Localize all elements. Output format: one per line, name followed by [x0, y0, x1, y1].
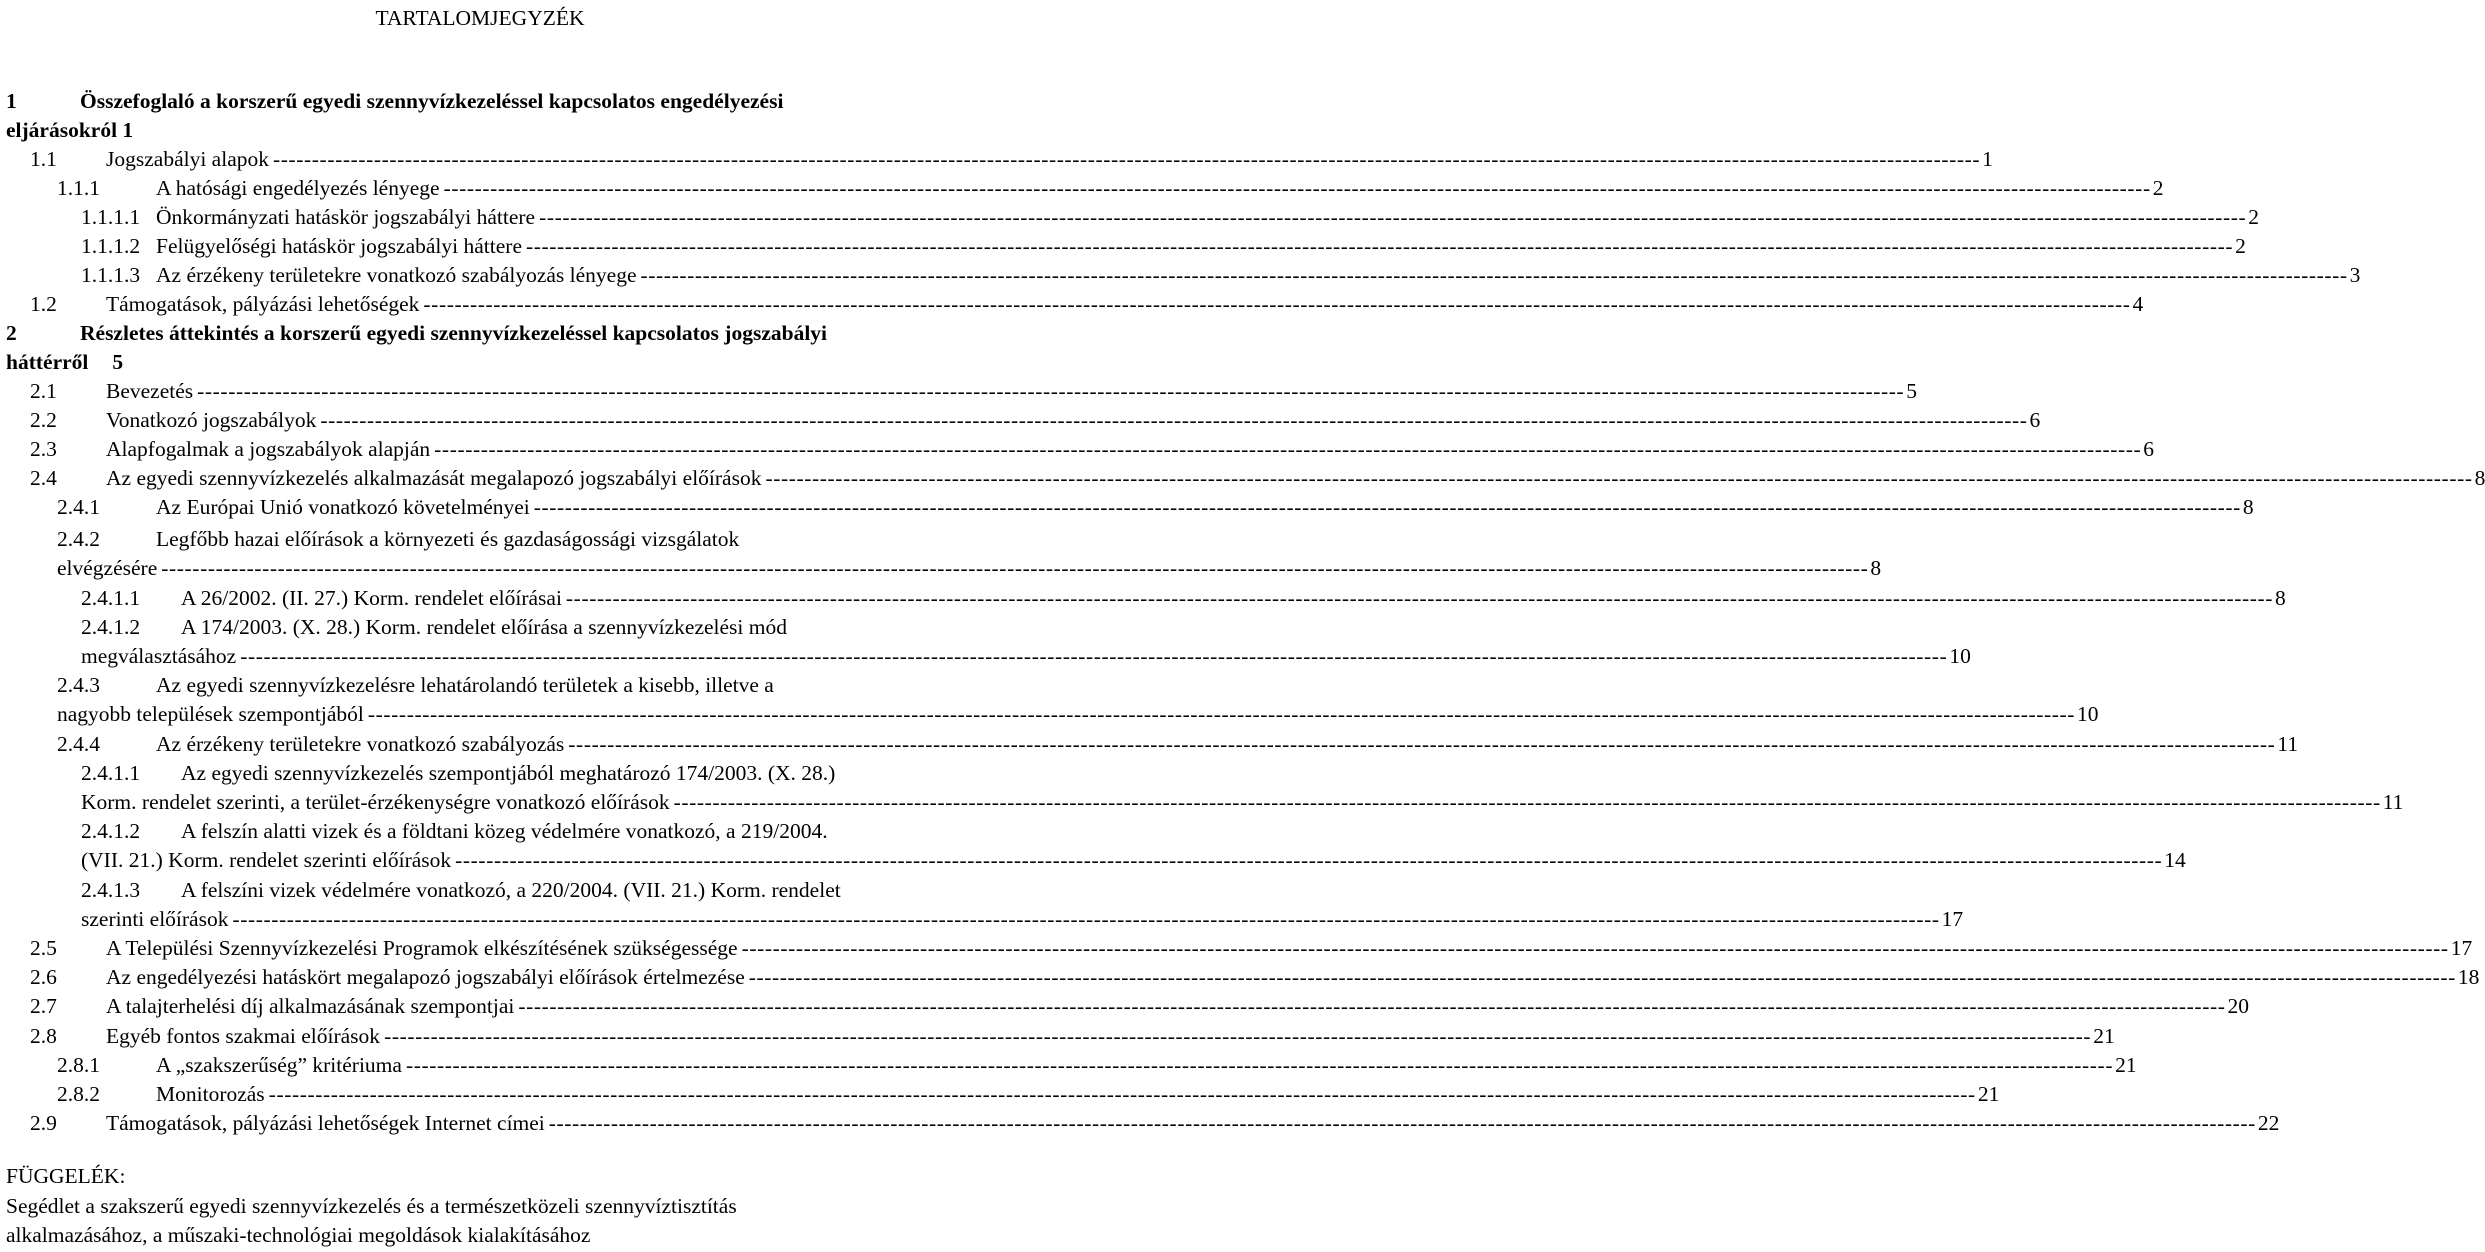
dot-leader: ----------------------------------------------------------------------------------------------------------------------------------------------------------------------------------------------------------------------------: [273, 147, 1981, 171]
toc-number: 2.7: [30, 994, 57, 1018]
toc-entry[interactable]: [106, 464, 2485, 493]
toc-entry-title: A 26/2002. (II. 27.) Korm. rendelet előírásai: [181, 586, 562, 610]
toc-number: 1.1.1.3: [81, 263, 141, 287]
toc-entry-title: Az érzékeny területekre vonatkozó szabályozás lényege: [156, 263, 637, 287]
toc-entry[interactable]: [106, 1109, 2280, 1138]
toc-page-number: 22: [2257, 1111, 2280, 1135]
toc-line: [0, 817, 960, 846]
toc-line: [0, 759, 960, 788]
toc-entry-title: Egyéb fontos szakmai előírások: [106, 1024, 381, 1048]
toc-number: 2.5: [30, 936, 57, 960]
toc-number: 2.8.1: [57, 1053, 100, 1077]
toc-entry-title[interactable]: Részletes áttekintés a korszerű egyedi szennyvízkezeléssel kapcsolatos jogszabályi: [80, 321, 828, 345]
toc-line: [0, 730, 2299, 759]
dot-leader: ----------------------------------------------------------------------------------------------------------------------------------------------------------------------------------------------------------------------------: [673, 790, 2381, 814]
toc-page-number: 3: [2349, 263, 2361, 287]
toc-number: 2.4.1.1: [81, 586, 141, 610]
dot-leader: ----------------------------------------------------------------------------------------------------------------------------------------------------------------------------------------------------------------------------: [741, 936, 2449, 960]
appendix-heading: FÜGGELÉK:: [6, 1164, 126, 1188]
toc-entry[interactable]: [156, 203, 2259, 232]
toc-number: 2.2: [30, 408, 57, 432]
toc-page-number: 11: [2382, 790, 2404, 814]
dot-leader: ----------------------------------------------------------------------------------------------------------------------------------------------------------------------------------------------------------------------------: [423, 292, 2131, 316]
dot-leader: ----------------------------------------------------------------------------------------------------------------------------------------------------------------------------------------------------------------------------: [197, 379, 1905, 403]
toc-entry-title: megválasztásához: [81, 644, 237, 668]
toc-entry-title: Önkormányzati hatáskör jogszabályi háttere: [156, 205, 536, 229]
dot-leader: ----------------------------------------------------------------------------------------------------------------------------------------------------------------------------------------------------------------------------: [525, 234, 2234, 258]
dot-leader: ----------------------------------------------------------------------------------------------------------------------------------------------------------------------------------------------------------------------------: [443, 176, 2151, 200]
toc-number: 1.2: [30, 292, 57, 316]
toc-line: [0, 377, 1918, 406]
appendix-line: [0, 1221, 960, 1250]
toc-entry[interactable]: [81, 846, 2186, 875]
toc-line: [0, 700, 2099, 729]
toc-page-number: 8: [2474, 466, 2485, 490]
toc-number: 1.1.1: [57, 176, 100, 200]
toc-entry-title: A „szakszerűség” kritériuma: [156, 1053, 402, 1077]
toc-line: [0, 348, 960, 377]
toc-line: [0, 584, 2286, 613]
toc-page-number: 2: [2235, 234, 2246, 258]
toc-line: [0, 642, 1971, 671]
toc-entry-title: háttérről: [6, 350, 89, 374]
dot-leader: ----------------------------------------------------------------------------------------------------------------------------------------------------------------------------------------------------------------------------: [405, 1053, 2114, 1077]
toc-entry-title[interactable]: Összefoglaló a korszerű egyedi szennyvízkezeléssel kapcsolatos engedélyezési: [80, 89, 784, 113]
toc-entry-title: elvégzésére: [57, 556, 158, 580]
toc-entry-title: Az Európai Unió vonatkozó követelményei: [156, 495, 530, 519]
toc-entry-title: nagyobb települések szempontjából: [57, 702, 364, 726]
toc-line: [0, 1109, 2280, 1138]
toc-number: 1: [6, 89, 17, 113]
toc-entry-title[interactable]: A felszíni vizek védelmére vonatkozó, a 220/2004. (VII. 21.) Korm. rendelet: [181, 878, 841, 902]
toc-entry-title: Az érzékeny területekre vonatkozó szabályozás: [156, 732, 565, 756]
toc-line: [0, 145, 1993, 174]
toc-entry-title: Korm. rendelet szerinti, a terület-érzékenységre vonatkozó előírások: [81, 790, 670, 814]
toc-entry-title: Támogatások, pályázási lehetőségek Internet címei: [106, 1111, 545, 1135]
toc-line: [0, 116, 960, 145]
dot-leader: ----------------------------------------------------------------------------------------------------------------------------------------------------------------------------------------------------------------------------: [533, 495, 2241, 519]
toc-line: [0, 290, 2144, 319]
toc-entry[interactable]: [156, 232, 2246, 261]
toc-number: 2.1: [30, 379, 57, 403]
appendix-line: [0, 1192, 960, 1221]
toc-page-number: 17: [2450, 936, 2473, 960]
toc-line: [0, 1051, 2137, 1080]
toc-line: [0, 261, 2361, 290]
toc-entry[interactable]: [106, 406, 2041, 435]
toc-page-number: 8: [1870, 556, 1882, 580]
toc-page-number: 10: [2077, 702, 2099, 726]
toc-line: [0, 1080, 2000, 1109]
toc-entry[interactable]: [106, 1022, 2115, 1051]
appendix-text: alkalmazásához, a műszaki-technológiai megoldások kialakításához: [6, 1223, 591, 1247]
toc-page-number: 21: [2093, 1024, 2115, 1048]
toc-entry[interactable]: [57, 700, 2099, 729]
toc-line: [0, 232, 2246, 261]
toc-entry[interactable]: [6, 348, 123, 377]
toc-entry-title[interactable]: Az egyedi szennyvízkezelésre lehatárolandó területek a kisebb, illetve a: [156, 673, 774, 697]
dot-leader: ----------------------------------------------------------------------------------------------------------------------------------------------------------------------------------------------------------------------------: [434, 437, 2142, 461]
toc-entry[interactable]: [81, 788, 2404, 817]
dot-leader: ----------------------------------------------------------------------------------------------------------------------------------------------------------------------------------------------------------------------------: [232, 907, 1940, 931]
toc-entry-title: Vonatkozó jogszabályok: [106, 408, 317, 432]
toc-entry-title[interactable]: eljárásokról 1: [6, 118, 134, 142]
toc-page-number: 21: [2115, 1053, 2137, 1077]
toc-line: [0, 788, 2404, 817]
toc-entry[interactable]: [81, 905, 1964, 934]
toc-number: 1.1.1.1: [81, 205, 141, 229]
toc-entry[interactable]: [106, 290, 2144, 319]
toc-number: 2.4.3: [57, 673, 100, 697]
toc-entry[interactable]: [106, 145, 1993, 174]
toc-line: [0, 174, 2164, 203]
toc-number: 2.4.1: [57, 495, 100, 519]
toc-entry[interactable]: [181, 584, 2286, 613]
toc-page-number: 11: [2277, 732, 2299, 756]
toc-number: 1.1: [30, 147, 57, 171]
toc-line: [0, 87, 960, 116]
toc-page-number: 5: [1906, 379, 1918, 403]
toc-entry-title: A hatósági engedélyezés lényege: [156, 176, 440, 200]
toc-entry[interactable]: [81, 642, 1971, 671]
toc-page-number: 8: [2275, 586, 2286, 610]
toc-number: 2.8: [30, 1024, 57, 1048]
toc-line: [0, 554, 1882, 583]
dot-leader: ----------------------------------------------------------------------------------------------------------------------------------------------------------------------------------------------------------------------------: [568, 732, 2276, 756]
toc-entry[interactable]: [106, 934, 2473, 963]
toc-entry-title: Monitorozás: [156, 1082, 265, 1106]
toc-entry-title: Bevezetés: [106, 379, 194, 403]
toc-entry-title: A Települési Szennyvízkezelési Programok elkészítésének szükségessége: [106, 936, 738, 960]
toc-number: 2.4: [30, 466, 57, 490]
toc-page-number: 8: [2242, 495, 2254, 519]
dot-leader: ----------------------------------------------------------------------------------------------------------------------------------------------------------------------------------------------------------------------------: [384, 1024, 2092, 1048]
toc-line: [0, 464, 2485, 493]
dot-leader: ----------------------------------------------------------------------------------------------------------------------------------------------------------------------------------------------------------------------------: [161, 556, 1869, 580]
toc-line: [0, 876, 960, 905]
toc-entry[interactable]: [156, 730, 2299, 759]
toc-entry[interactable]: [156, 261, 2361, 290]
toc-line: [0, 934, 2473, 963]
dot-leader: ----------------------------------------------------------------------------------------------------------------------------------------------------------------------------------------------------------------------------: [268, 1082, 1976, 1106]
toc-entry-title: Jogszabályi alapok: [106, 147, 269, 171]
toc-line: [0, 319, 960, 348]
dot-leader: ----------------------------------------------------------------------------------------------------------------------------------------------------------------------------------------------------------------------------: [320, 408, 2028, 432]
toc-number: 2.6: [30, 965, 57, 989]
toc-entry[interactable]: [156, 1051, 2137, 1080]
toc-page-number: 2: [2152, 176, 2164, 200]
toc-number: 2.4.4: [57, 732, 100, 756]
toc-entry[interactable]: [106, 435, 2155, 464]
toc-entry-title: Felügyelőségi hatáskör jogszabályi háttere: [156, 234, 522, 258]
toc-line: [0, 525, 960, 554]
toc-line: [0, 905, 1964, 934]
document-title: TARTALOMJEGYZÉK: [375, 6, 585, 30]
toc-line: [0, 963, 2480, 992]
toc-entry-title: szerinti előírások: [81, 907, 229, 931]
toc-line: [0, 406, 2041, 435]
toc-page-number: 20: [2227, 994, 2249, 1018]
toc-entry[interactable]: [156, 174, 2164, 203]
toc-line: [0, 846, 2186, 875]
toc-page-number: 4: [2132, 292, 2144, 316]
dot-leader: ----------------------------------------------------------------------------------------------------------------------------------------------------------------------------------------------------------------------------: [765, 466, 2473, 490]
toc-entry-title[interactable]: Legfőbb hazai előírások a környezeti és gazdaságossági vizsgálatok: [156, 527, 740, 551]
dot-leader: ----------------------------------------------------------------------------------------------------------------------------------------------------------------------------------------------------------------------------: [539, 205, 2247, 229]
toc-page-number: 18: [2457, 965, 2480, 989]
toc-page-number: 17: [1941, 907, 1964, 931]
toc-entry[interactable]: [156, 1080, 2000, 1109]
dot-leader: ----------------------------------------------------------------------------------------------------------------------------------------------------------------------------------------------------------------------------: [240, 644, 1948, 668]
toc-page-number: 2: [2248, 205, 2259, 229]
appendix-heading-line: [0, 1162, 960, 1191]
toc-line: [0, 671, 960, 700]
toc-entry[interactable]: [106, 963, 2480, 992]
toc-entry-title: Támogatások, pályázási lehetőségek: [106, 292, 420, 316]
toc-line: [0, 992, 2249, 1021]
toc-number: 1.1.1.2: [81, 234, 141, 258]
dot-leader: ----------------------------------------------------------------------------------------------------------------------------------------------------------------------------------------------------------------------------: [548, 1111, 2256, 1135]
dot-leader: ----------------------------------------------------------------------------------------------------------------------------------------------------------------------------------------------------------------------------: [455, 848, 2163, 872]
toc-line: [0, 435, 2155, 464]
toc-line: [0, 493, 2254, 522]
toc-entry[interactable]: [106, 377, 1918, 406]
toc-number: 2.3: [30, 437, 57, 461]
dot-leader: ----------------------------------------------------------------------------------------------------------------------------------------------------------------------------------------------------------------------------: [367, 702, 2076, 726]
toc-entry-title: Az engedélyezési hatáskört megalapozó jogszabályi előírások értelmezése: [106, 965, 745, 989]
toc-number: 2.4.1.2: [81, 819, 141, 843]
toc-entry-title: (VII. 21.) Korm. rendelet szerinti előírások: [81, 848, 452, 872]
toc-entry[interactable]: [106, 992, 2249, 1021]
toc-number: 2.4.2: [57, 527, 100, 551]
dot-leader: ----------------------------------------------------------------------------------------------------------------------------------------------------------------------------------------------------------------------------: [565, 586, 2274, 610]
toc-number: 2.4.1.1: [81, 761, 141, 785]
toc-entry-title[interactable]: A 174/2003. (X. 28.) Korm. rendelet előírása a szennyvízkezelési mód: [181, 615, 787, 639]
toc-page-number: 10: [1949, 644, 1971, 668]
toc-number: 2.4.1.3: [81, 878, 141, 902]
toc-number: 2.4.1.2: [81, 615, 141, 639]
toc-page-number: 6: [2143, 437, 2155, 461]
toc-entry[interactable]: [156, 493, 2254, 522]
dot-leader: ----------------------------------------------------------------------------------------------------------------------------------------------------------------------------------------------------------------------------: [640, 263, 2348, 287]
dot-leader: ----------------------------------------------------------------------------------------------------------------------------------------------------------------------------------------------------------------------------: [748, 965, 2456, 989]
toc-page-number: 1: [1982, 147, 1993, 171]
toc-entry-title[interactable]: A felszín alatti vizek és a földtani közeg védelmére vonatkozó, a 219/2004.: [181, 819, 828, 843]
toc-page-number: 21: [1977, 1082, 2000, 1106]
toc-entry[interactable]: [57, 554, 1882, 583]
toc-page-number: 14: [2164, 848, 2186, 872]
toc-entry-title[interactable]: Az egyedi szennyvízkezelés szempontjából meghatározó 174/2003. (X. 28.): [181, 761, 836, 785]
toc-page-number: 5: [112, 350, 124, 374]
dot-leader: ----------------------------------------------------------------------------------------------------------------------------------------------------------------------------------------------------------------------------: [518, 994, 2226, 1018]
appendix-text: Segédlet a szakszerű egyedi szennyvízkezelés és a természetközeli szennyvíztisztítás: [6, 1194, 737, 1218]
toc-entry-title: Az egyedi szennyvízkezelés alkalmazását megalapozó jogszabályi előírások: [106, 466, 762, 490]
toc-number: 2.8.2: [57, 1082, 100, 1106]
toc-entry-title: Alapfogalmak a jogszabályok alapján: [106, 437, 431, 461]
toc-page-number: 6: [2029, 408, 2041, 432]
toc-entry-title: A talajterhelési díj alkalmazásának szempontjai: [106, 994, 515, 1018]
toc-line: [0, 613, 960, 642]
toc-line: [0, 203, 2259, 232]
toc-number: 2: [6, 321, 17, 345]
toc-line: [0, 1022, 2115, 1051]
toc-number: 2.9: [30, 1111, 57, 1135]
